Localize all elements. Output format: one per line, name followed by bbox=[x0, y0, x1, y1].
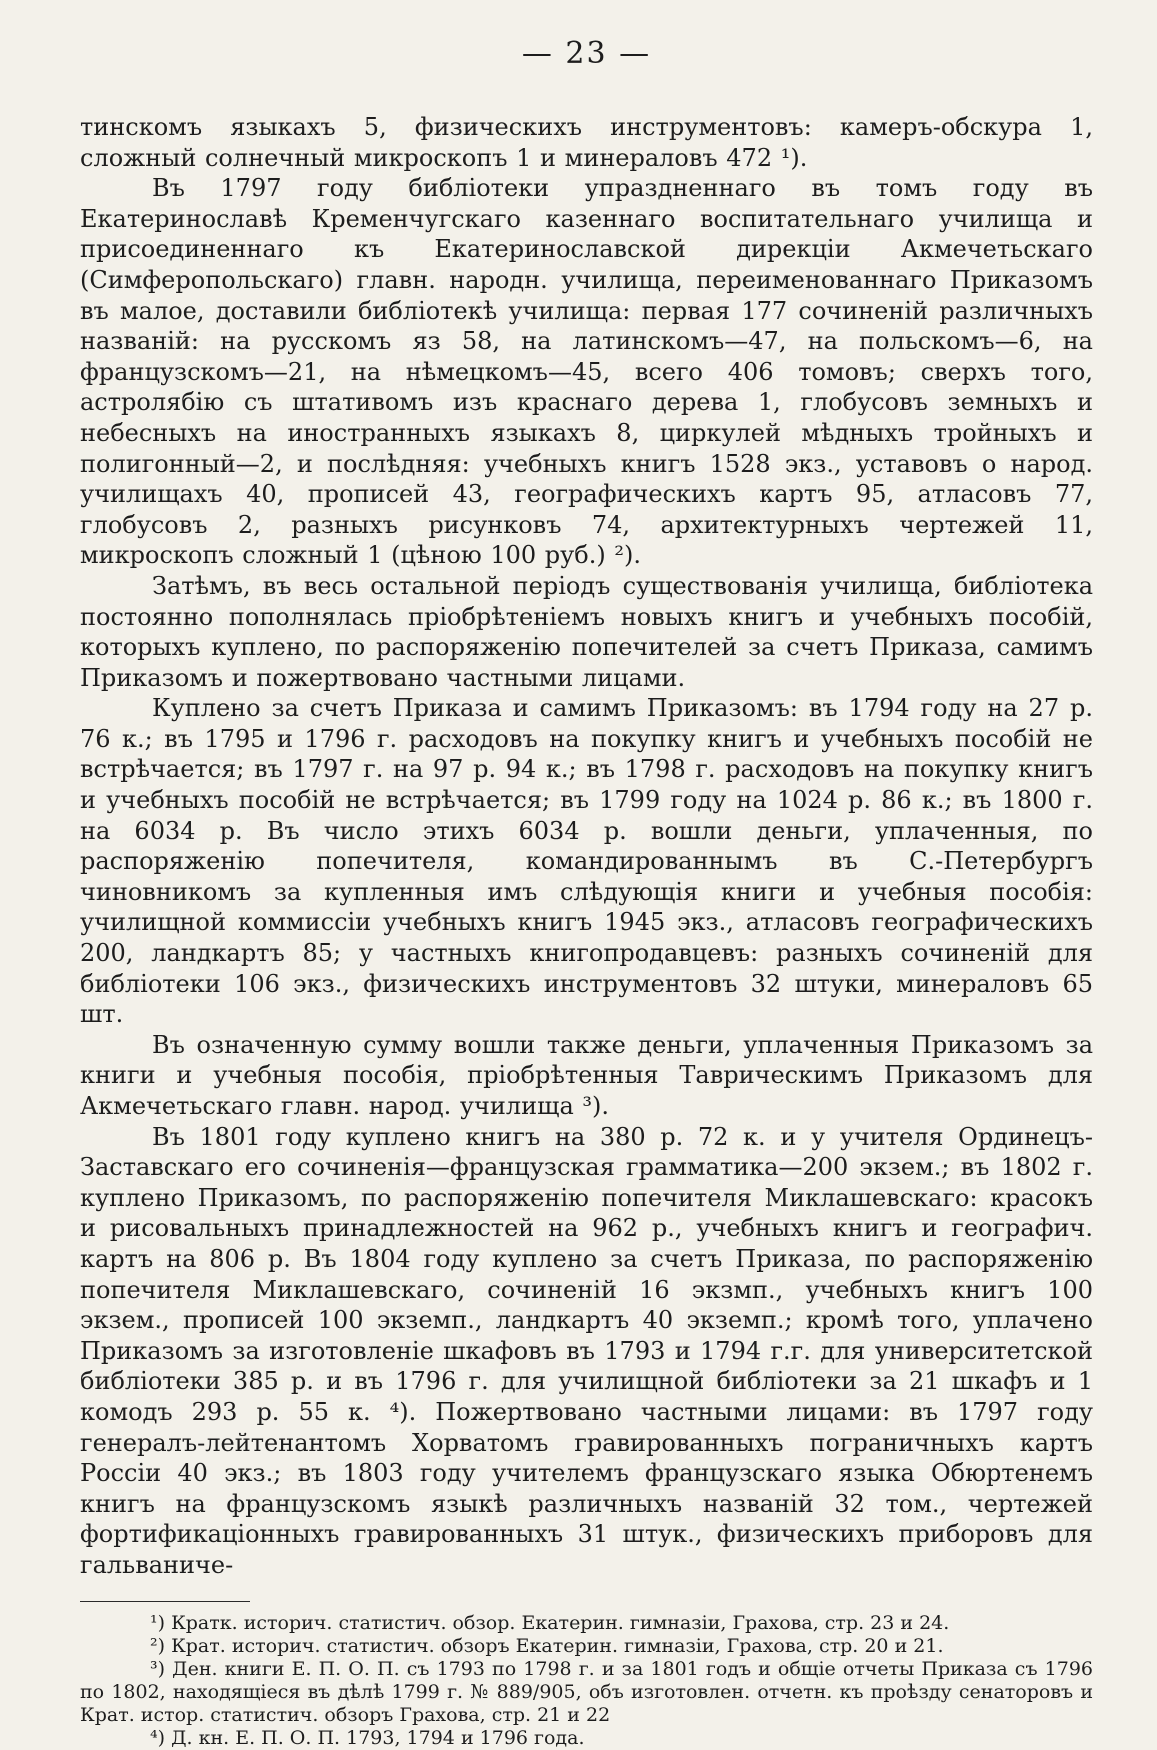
paragraph-5: Въ означенную сумму вошли также деньги, уплаченныя Приказомъ за книги и учебныя пособія, пріобрѣтенныя Таврическимъ Приказомъ для Акмечетьскаго главн. народ. училища ³). bbox=[80, 1030, 1093, 1120]
paragraph-4: Куплено за счетъ Приказа и самимъ Приказомъ: въ 1794 году на 27 р. 76 к.; въ 1795 и 1796 г. расходовъ на покупку книгъ и учебныхъ пособій не встрѣчается; въ 1797 г. на 97 р. 94 к.; въ 1798 г. расходовъ на покупку книгъ и учебныхъ пособій не встрѣчается; въ 1799 году на 1024 р. 86 к.; въ 1800 г. на 6034 р. Въ число этихъ 6034 р. вошли деньги, уплаченныя, по распоряженію попечителя, командированнымъ въ С.-Петербургъ чиновникомъ за купленныя имъ слѣдующія книги и учебныя пособія: училищной коммиссіи учебныхъ книгъ 1945 экз., атласовъ географическихъ 200, ландкартъ 85; у частныхъ книгопродавцевъ: разныхъ сочиненій для библіотеки 106 экз., физическихъ инструментовъ 32 штуки, минераловъ 65 шт. bbox=[80, 694, 1093, 1029]
paragraph-2: Въ 1797 году библіотеки упраздненнаго въ томъ году въ Екатеринославѣ Кременчугскаго казеннаго воспитательнаго училища и присоединеннаго къ Екатеринославской дирекціи Акмечетьскаго (Симферопольскаго) главн. народн. училища, переименованнаго Приказомъ въ малое, доставили библіотекѣ училища: первая 177 сочиненій различныхъ названій: на русскомъ яз 58, на латинскомъ—47, на польскомъ—6, на французскомъ—21, на нѣмецкомъ—45, всего 406 томовъ; сверхъ того, астролябію съ штативомъ изъ краснаго дерева 1, глобусовъ земныхъ и небесныхъ на иностранныхъ языкахъ 8, циркулей мѣдныхъ тройныхъ и полигонный—2, и послѣдняя: учебныхъ книгъ 1528 экз., уставовъ о народ. училищахъ 40, прописей 43, географическихъ картъ 95, атласовъ 77, глобусовъ 2, разныхъ рисунковъ 74, архитектурныхъ чертежей 11, микроскопъ сложный 1 (цѣною 100 руб.) ²). bbox=[80, 174, 1093, 570]
footnotes bbox=[80, 1612, 1093, 1750]
footnote-divider bbox=[80, 1601, 250, 1602]
footnote-3: ³) Ден. книги Е. П. О. П. съ 1793 по 1798 г. и за 1801 годъ и общіе отчеты Приказа съ 1796 по 1802, находящіеся въ дѣлѣ 1799 г. № 889/905, объ изготовлен. отчетн. къ проѣзду сенаторовъ и Крат. истор. статистич. обзоръ Грахова, стр. 21 и 22 bbox=[80, 1657, 1093, 1726]
footnote-4: ⁴) Д. кн. Е. П. О. П. 1793, 1794 и 1796 года. bbox=[150, 1726, 585, 1749]
paragraph-1: тинскомъ языкахъ 5, физическихъ инструментовъ: камеръ-обскура 1, сложный солнечный микроскопъ 1 и минераловъ 472 ¹). bbox=[80, 113, 1093, 172]
body-text bbox=[80, 112, 1093, 1581]
footnote-2: ²) Крат. историч. статистич. обзоръ Екатерин. гимназіи, Грахова, стр. 20 и 21. bbox=[150, 1634, 944, 1657]
footnote-1: ¹) Кратк. историч. статистич. обзор. Екатерин. гимназіи, Грахова, стр. 23 и 24. bbox=[150, 1611, 950, 1634]
paragraph-3: Затѣмъ, въ весь остальной періодъ существованія училища, библіотека постоянно пополнялась пріобрѣтеніемъ новыхъ книгъ и учебныхъ пособій, которыхъ куплено, по распоряженію попечителей за счетъ Приказа, самимъ Приказомъ и пожертвовано частными лицами. bbox=[80, 571, 1093, 692]
page-number: — 23 — bbox=[521, 36, 652, 71]
paragraph-6: Въ 1801 году куплено книгъ на 380 р. 72 к. и у учителя Ординецъ-Заставскаго его сочиненія—французская грамматика—200 экзем.; въ 1802 г. куплено Приказомъ, по распоряженію попечителя Миклашевскаго: красокъ и рисовальныхъ принадлежностей на 962 р., учебныхъ книгъ и географич. картъ на 806 р. Въ 1804 году куплено за счетъ Приказа, по распоряженію попечителя Миклашевскаго, сочиненій 16 экзмп., учебныхъ книгъ 100 экзем., прописей 100 экземп., ландкартъ 40 экземп.; кромѣ того, уплачено Приказомъ за изготовленіе шкафовъ въ 1793 и 1794 г.г. для университетской библіотеки 385 р. и въ 1796 г. для училищной библіотеки за 21 шкафъ и 1 комодъ 293 р. 55 к. ⁴). Пожертвовано частными лицами: въ 1797 году генералъ-лейтенантомъ Хорватомъ гравированныхъ пограничныхъ картъ Россіи 40 экз.; въ 1803 году учителемъ французскаго языка Обюртенемъ книгъ на французскомъ языкѣ различныхъ названій 32 том., чертежей фортификаціонныхъ гравированныхъ 31 штук., физическихъ приборовъ для гальваниче- bbox=[80, 1122, 1093, 1579]
